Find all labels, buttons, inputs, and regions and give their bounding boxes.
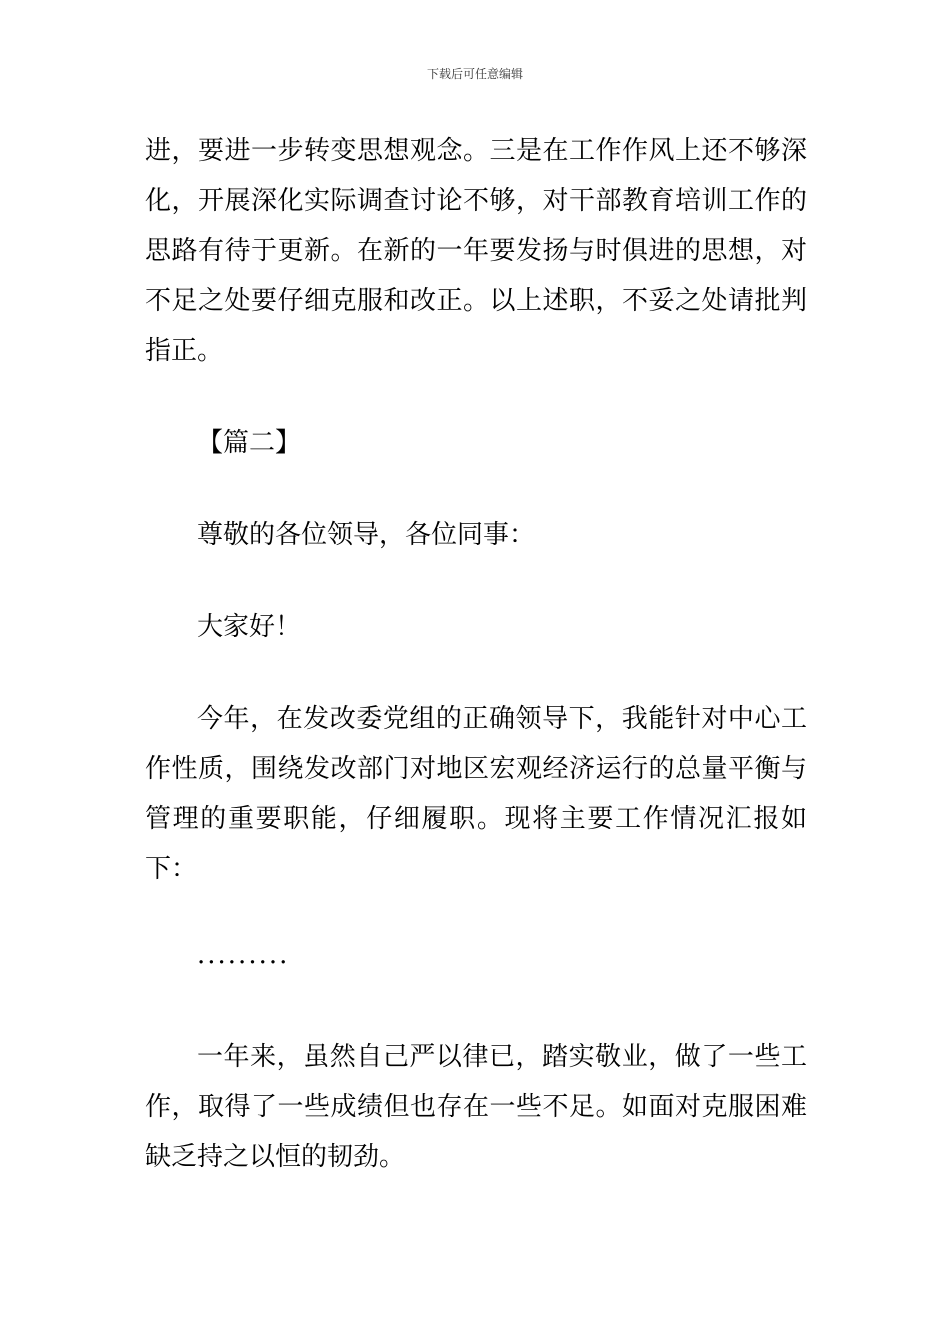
document-body xyxy=(145,126,807,1182)
section-heading: 【篇二】 xyxy=(197,428,302,458)
paragraph-continuation: 进，要进一步转变思想观念。三是在工作作风上还不够深化，开展深化实际调查讨论不够，对干部教育培训工作的思路有待于更新。在新的一年要发扬与时俱进的思想，对不足之处要仔细克服和改正。以上述职，不妥之处请批判指正。 xyxy=(145,136,807,366)
greeting: 大家好！ xyxy=(197,612,302,642)
ellipsis-separator: ········· xyxy=(197,948,290,978)
salutation: 尊敬的各位领导，各位同事： xyxy=(197,520,536,550)
paragraph-conclusion: 一年来，虽然自己严以律已，踏实敬业，做了一些工作，取得了一些成绩但也存在一些不足。如面对克服困难缺乏持之以恒的韧劲。 xyxy=(145,1042,807,1172)
paragraph-work-summary: 今年，在发改委党组的正确领导下，我能针对中心工作性质，围绕发改部门对地区宏观经济运行的总量平衡与管理的重要职能，仔细履职。现将主要工作情况汇报如下： xyxy=(145,704,807,884)
page-header-note: 下载后可任意编辑 xyxy=(426,67,523,81)
